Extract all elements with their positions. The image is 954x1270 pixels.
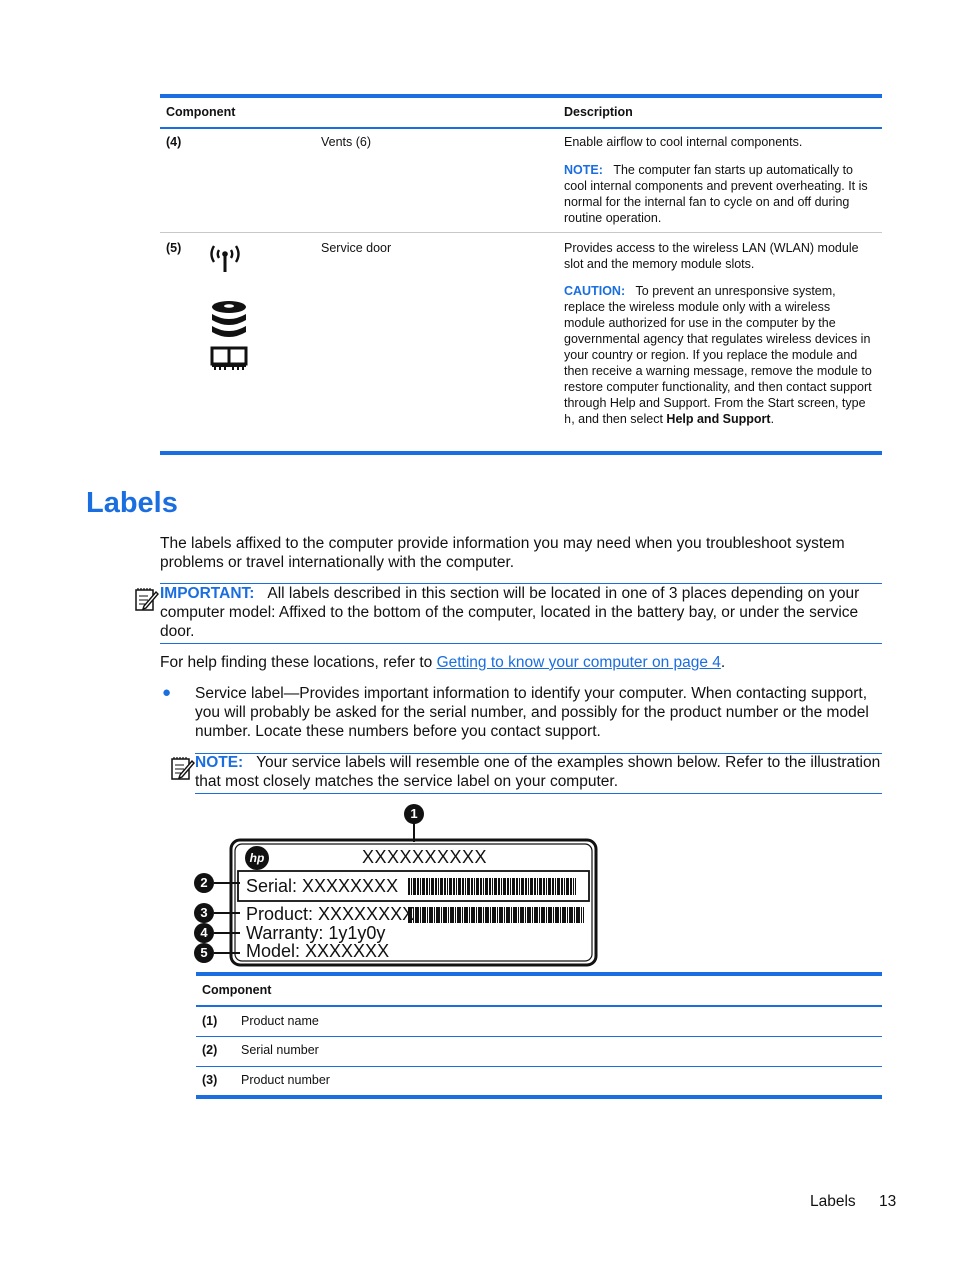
table2-row-3-name: Product number (241, 1073, 330, 1087)
warranty-text: Warranty: 1y1y0y (246, 923, 386, 943)
table2-bottom-rule (196, 1095, 882, 1099)
help-suffix: . (720, 654, 726, 671)
caution-text-2: , and then select (571, 412, 663, 426)
help-and-support: Help and Support (666, 412, 771, 426)
note-label-2: NOTE: (195, 754, 244, 771)
note-label: NOTE: (564, 163, 603, 177)
getting-to-know-link[interactable]: Getting to know your computer on page 4 (436, 654, 721, 671)
wireless-icon (206, 242, 244, 279)
row-5-component: Service door (321, 241, 392, 255)
service-label-illustration (192, 800, 602, 970)
row-4-number: (4) (166, 135, 182, 149)
important-bottom-rule (160, 643, 882, 644)
table2-row-divider (196, 1036, 882, 1037)
page-number: 13 (879, 1193, 897, 1210)
table2-header-component: Component (202, 983, 272, 997)
callout-5: 5 (200, 945, 208, 960)
row-divider (160, 232, 882, 233)
table2-row-3-number: (3) (202, 1073, 218, 1087)
important-note-icon (134, 586, 160, 617)
intro-paragraph: The labels affixed to the computer provide information you may need when you troubleshoot system problems or travel internationally with the computer. (160, 535, 845, 571)
memory-module-icon (210, 346, 248, 375)
row-5-caution (564, 283, 874, 428)
row-5-description: Provides access to the wireless LAN (WLAN) module slot and the memory module slots. (564, 241, 859, 271)
table-header-rule (160, 127, 882, 129)
table2-row-2-name: Serial number (241, 1043, 319, 1057)
product-text: Product: XXXXXXXX (246, 904, 415, 924)
help-prefix: For help finding these locations, refer to (160, 654, 433, 671)
note-text-2: Your service labels will resemble one of the examples shown below. Refer to the illustration that most closely matches the service label on your computer. (195, 754, 881, 790)
serial-barcode (408, 878, 576, 895)
row-5-number: (5) (166, 241, 182, 255)
table2-row-1-number: (1) (202, 1014, 218, 1028)
service-label-note (195, 753, 882, 791)
row-4-component: Vents (6) (321, 135, 372, 149)
col-header-component: Component (166, 105, 236, 119)
note-icon (170, 755, 196, 786)
important-text: All labels described in this section will be located in one of 3 places depending on your computer model: Affixed to the bottom of the computer, located in the battery bay, or under the service door. (160, 585, 860, 640)
hp-logo: hp (249, 851, 265, 865)
note-bottom-rule (195, 793, 882, 794)
caution-label: CAUTION: (564, 284, 626, 298)
serial-text: Serial: XXXXXXXX (246, 876, 399, 896)
table2-row-1-name: Product name (241, 1014, 319, 1028)
table2-row-divider (196, 1066, 882, 1067)
table2-row-2-number: (2) (202, 1043, 218, 1057)
table2-header-rule (196, 1005, 882, 1007)
caution-code: h (564, 413, 572, 427)
caution-end: . (770, 412, 775, 426)
col-header-description: Description (564, 105, 633, 119)
footer-section-name: Labels (810, 1193, 856, 1210)
important-note (160, 584, 882, 641)
callout-3: 3 (200, 905, 208, 920)
table-top-rule (160, 94, 882, 98)
callout-4: 4 (200, 925, 208, 940)
table-bottom-rule (160, 451, 882, 455)
important-label: IMPORTANT: (160, 585, 255, 602)
row-4-note (564, 162, 876, 226)
help-paragraph (160, 653, 882, 672)
row-4-description: Enable airflow to cool internal components. (564, 135, 803, 149)
service-label-bullet: Service label—Provides important information to identify your computer. When contacting support, you will probably be asked for the serial number, and possibly for the product number or the model number. Locate these numbers before you contact support. (195, 685, 869, 740)
product-barcode (408, 907, 584, 923)
caution-text: To prevent an unresponsive system, replace the wireless module only with a wireless module authorized for use in the computer by the governmental agency that regulates wireless devices in your country or region. If you replace the module and then receive a warning message, remove the module to restore computer functionality, and then contact support through Help and Support. From the Start screen, type (564, 284, 872, 410)
hard-drive-icon (210, 300, 248, 345)
table2-top-rule (196, 972, 882, 976)
note-text: The computer fan starts up automatically to cool internal components and prevent overheating. It is normal for the internal fan to cycle on and off during routine operation. (564, 163, 868, 225)
callout-2: 2 (200, 875, 208, 890)
bullet-dot: ● (162, 684, 172, 701)
product-name-value: XXXXXXXXXX (362, 847, 488, 867)
model-text: Model: XXXXXXX (246, 941, 390, 961)
section-heading: Labels (86, 487, 178, 519)
callout-1: 1 (410, 806, 418, 821)
